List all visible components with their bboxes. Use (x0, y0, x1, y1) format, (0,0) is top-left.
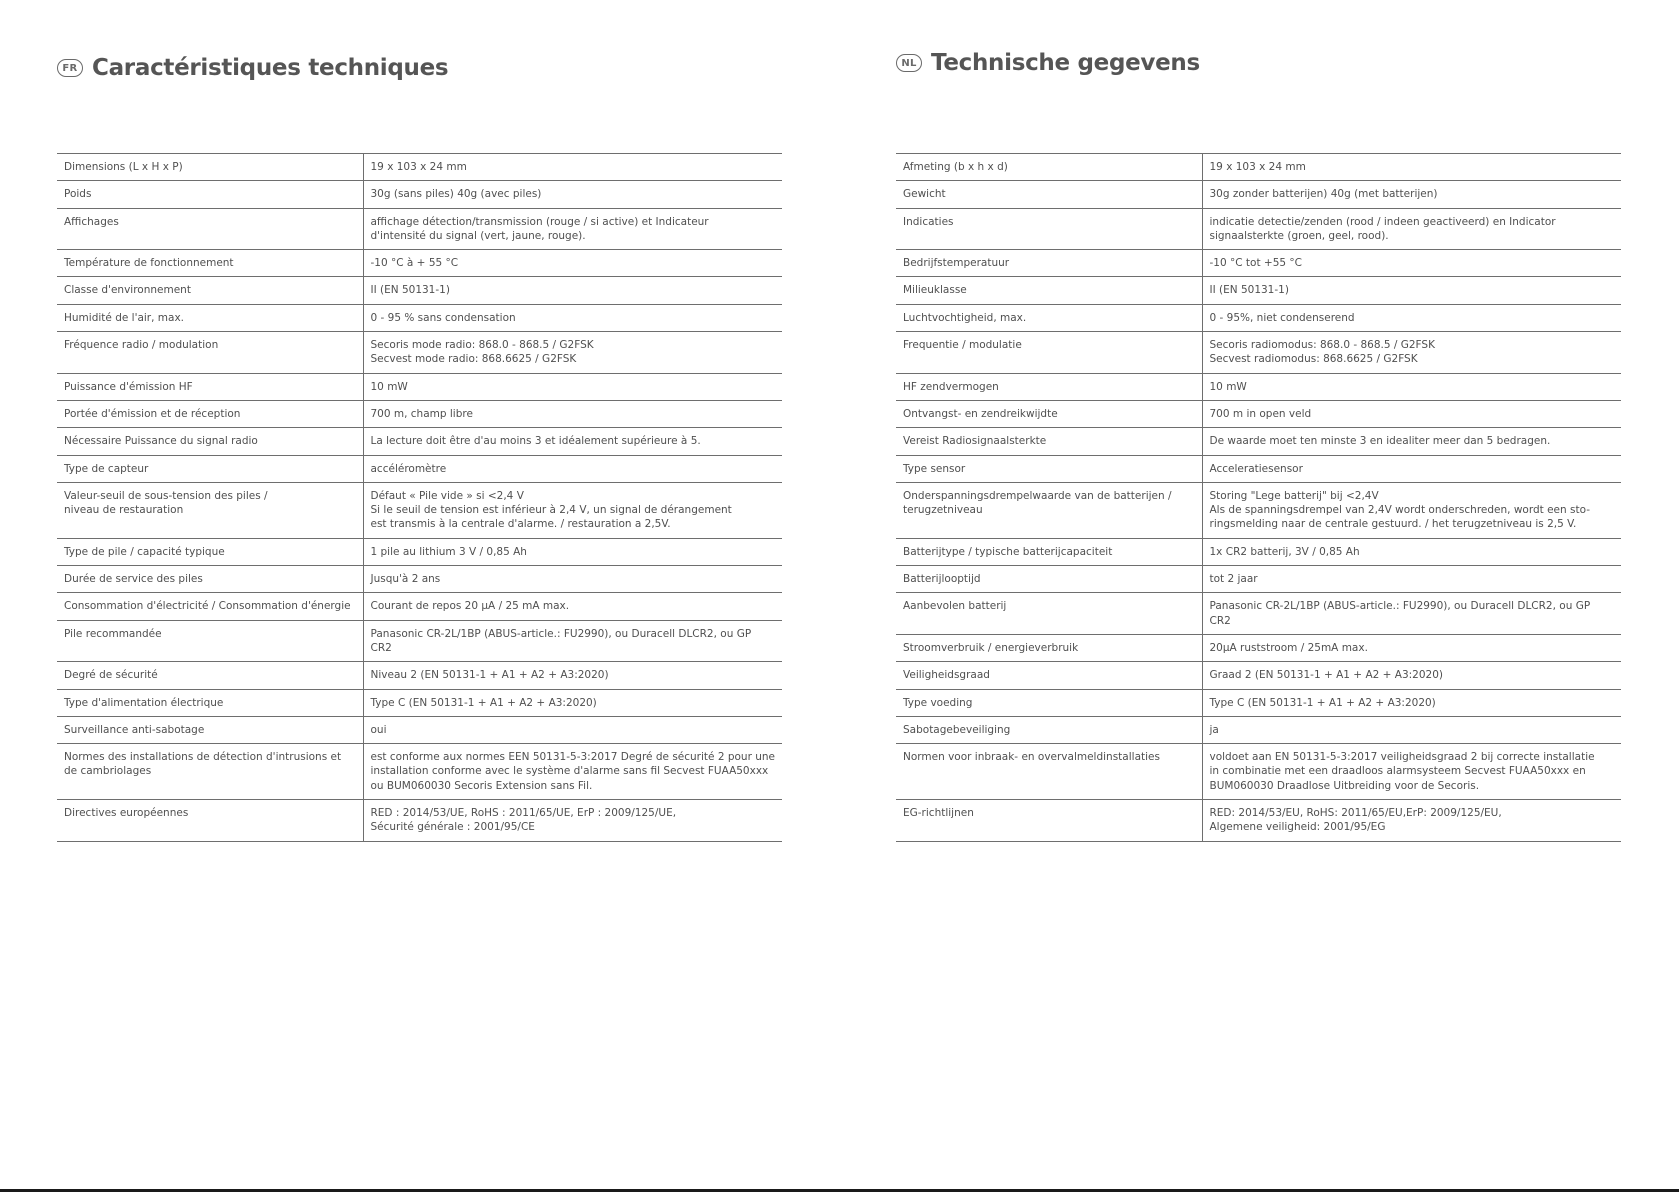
table-row (57, 181, 782, 208)
spec-label: Nécessaire Puissance du signal radio (57, 428, 363, 455)
spec-label: HF zendvermogen (896, 373, 1202, 400)
spec-label: Pile recommandée (57, 620, 363, 662)
table-row (57, 482, 782, 538)
table-row (896, 208, 1621, 250)
spec-label: Gewicht (896, 181, 1202, 208)
spec-label: Batterijlooptijd (896, 566, 1202, 593)
spec-label: Température de fonctionnement (57, 250, 363, 277)
spec-value: indicatie detectie/zenden (rood / indeen geactiveerd) en Indicator signaalsterkte (groen, geel, rood). (1209, 215, 1556, 242)
spec-value: affichage détection/transmission (rouge / si active) et Indicateur d'intensité du signal (vert, jaune, rouge). (370, 215, 709, 242)
spec-value: 30g zonder batterijen) 40g (met batterijen) (1209, 188, 1438, 201)
table-row (896, 428, 1621, 455)
spec-label: Durée de service des piles (57, 566, 363, 593)
spec-value: tot 2 jaar (1209, 573, 1258, 586)
spec-label: Puissance d'émission HF (57, 373, 363, 400)
spec-label: Poids (57, 181, 363, 208)
table-row (57, 620, 782, 662)
spec-value: La lecture doit être d'au moins 3 et idéalement supérieure à 5. (370, 435, 701, 448)
spec-value: 1x CR2 batterij, 3V / 0,85 Ah (1209, 545, 1360, 558)
table-row (896, 250, 1621, 277)
table-row (896, 332, 1621, 374)
table-row (896, 593, 1621, 635)
spec-value: 700 m in open veld (1209, 407, 1312, 420)
spec-label: Aanbevolen batterij (896, 593, 1202, 635)
table-row (57, 208, 782, 250)
table-row (896, 277, 1621, 304)
spec-label: Ontvangst- en zendreikwijdte (896, 400, 1202, 427)
table-row (896, 455, 1621, 482)
spec-value: -10 °C à + 55 °C (370, 257, 459, 270)
spec-label: Type de pile / capacité typique (57, 538, 363, 565)
spec-label: Fréquence radio / modulation (57, 332, 363, 374)
language-badge-fr: FR (57, 59, 83, 77)
spec-value: De waarde moet ten minste 3 en idealiter meer dan 5 bedragen. (1209, 435, 1551, 448)
spec-value: Secoris mode radio: 868.0 - 868.5 / G2FSK Secvest mode radio: 868.6625 / G2FSK (370, 339, 594, 366)
spec-label: Portée d'émission et de réception (57, 400, 363, 427)
spec-label: Classe d'environnement (57, 277, 363, 304)
spec-value: Storing "Lege batterij" bij <2,4V Als de spanningsdrempel van 2,4V wordt onderschreden, wordt een sto- ringsmelding naar de centrale gestuurd. / het terugzetniveau is 2,5 V. (1209, 489, 1590, 531)
table-row (896, 482, 1621, 538)
spec-label: Indicaties (896, 208, 1202, 250)
spec-label: Valeur-seuil de sous-tension des piles / niveau de restauration (57, 482, 363, 538)
spec-label: Degré de sécurité (57, 662, 363, 689)
spec-value: Jusqu'à 2 ans (370, 573, 441, 586)
table-row (57, 744, 782, 800)
spec-label: Type voeding (896, 689, 1202, 716)
table-row (57, 400, 782, 427)
table-row (57, 154, 782, 181)
spec-value: 1 pile au lithium 3 V / 0,85 Ah (370, 545, 527, 558)
spec-value: 20µA ruststroom / 25mA max. (1209, 641, 1368, 654)
section-heading-fr (57, 55, 448, 81)
spec-label: Sabotagebeveiliging (896, 716, 1202, 743)
spec-value: RED: 2014/53/EU, RoHS: 2011/65/EU,ErP: 2009/125/EU, Algemene veiligheid: 2001/95/EG (1209, 807, 1502, 834)
spec-label: Humidité de l'air, max. (57, 304, 363, 331)
spec-value: II (EN 50131-1) (1209, 284, 1289, 297)
spec-value: voldoet aan EN 50131-5-3:2017 veiligheidsgraad 2 bij correcte installatie in combinatie met een draadloos alarmsysteem Secvest FUAA50xxx en BUM060030 Draadlose Uitbreiding voor de Secoris. (1209, 751, 1595, 792)
spec-value: Graad 2 (EN 50131-1 + A1 + A2 + A3:2020) (1209, 669, 1444, 682)
spec-value: II (EN 50131-1) (370, 284, 450, 297)
table-row (896, 566, 1621, 593)
table-row (57, 662, 782, 689)
spec-value: 19 x 103 x 24 mm (370, 161, 467, 173)
table-row (57, 716, 782, 743)
table-row (896, 634, 1621, 661)
spec-label: EG-richtlijnen (896, 800, 1202, 842)
table-row (57, 250, 782, 277)
spec-label: Onderspanningsdrempelwaarde van de batterijen / terugzetniveau (896, 482, 1202, 538)
spec-value: Secoris radiomodus: 868.0 - 868.5 / G2FSK Secvest radiomodus: 868.6625 / G2FSK (1209, 339, 1435, 366)
table-row (896, 689, 1621, 716)
table-row (896, 373, 1621, 400)
spec-value: Type C (EN 50131-1 + A1 + A2 + A3:2020) (370, 696, 597, 709)
table-row (896, 538, 1621, 565)
section-title-nl: Technische gegevens (931, 50, 1200, 76)
table-row (896, 154, 1621, 181)
table-row (57, 566, 782, 593)
table-row (896, 181, 1621, 208)
spec-label: Frequentie / modulatie (896, 332, 1202, 374)
spec-label: Consommation d'électricité / Consommation d'énergie (57, 593, 363, 620)
section-title-fr: Caractéristiques techniques (92, 55, 449, 81)
table-row (57, 428, 782, 455)
spec-label: Afmeting (b x h x d) (896, 154, 1202, 181)
spec-value: 10 mW (370, 380, 408, 393)
spec-value: Panasonic CR-2L/1BP (ABUS-article.: FU2990), ou Duracell DLCR2, ou GP CR2 (1209, 600, 1591, 627)
spec-value: 19 x 103 x 24 mm (1209, 161, 1306, 173)
section-heading-nl (896, 50, 1200, 76)
spec-value: Panasonic CR-2L/1BP (ABUS-article.: FU2990), ou Duracell DLCR2, ou GP CR2 (370, 627, 752, 654)
spec-label: Type sensor (896, 455, 1202, 482)
spec-value: 0 - 95 % sans condensation (370, 311, 516, 324)
spec-label: Type d'alimentation électrique (57, 689, 363, 716)
language-badge-nl: NL (896, 54, 922, 72)
spec-value: Courant de repos 20 µA / 25 mA max. (370, 600, 570, 613)
spec-label: Veiligheidsgraad (896, 662, 1202, 689)
table-row (896, 800, 1621, 842)
spec-value: est conforme aux normes EEN 50131-5-3:2017 Degré de sécurité 2 pour une installation conforme avec le système d'alarme sans fil Secvest FUAA50xxx ou BUM060030 Secoris Extension sans Fil. (370, 751, 776, 792)
table-row (57, 304, 782, 331)
spec-value: RED : 2014/53/UE, RoHS : 2011/65/UE, ErP : 2009/125/UE, Sécurité générale : 2001/95/CE (370, 807, 677, 834)
table-row (57, 332, 782, 374)
table-row (57, 455, 782, 482)
spec-value: 700 m, champ libre (370, 407, 473, 420)
spec-value: accéléromètre (370, 462, 447, 475)
spec-label: Directives européennes (57, 800, 363, 842)
table-row (57, 373, 782, 400)
spec-label: Milieuklasse (896, 277, 1202, 304)
table-row (57, 593, 782, 620)
spec-label: Affichages (57, 208, 363, 250)
spec-value: ja (1209, 723, 1219, 736)
table-row (57, 277, 782, 304)
spec-value: oui (370, 723, 387, 736)
table-row (57, 689, 782, 716)
table-row (896, 662, 1621, 689)
spec-value: 30g (sans piles) 40g (avec piles) (370, 188, 542, 201)
table-row (896, 304, 1621, 331)
table-row (57, 538, 782, 565)
table-row (896, 716, 1621, 743)
spec-label: Normen voor inbraak- en overvalmeldinstallaties (896, 744, 1202, 800)
spec-label: Normes des installations de détection d'intrusions et de cambriolages (57, 744, 363, 800)
spec-table-fr (57, 153, 782, 842)
spec-label: Batterijtype / typische batterijcapaciteit (896, 538, 1202, 565)
spec-value: Acceleratiesensor (1209, 462, 1303, 475)
spec-label: Luchtvochtigheid, max. (896, 304, 1202, 331)
spec-table-nl (896, 153, 1621, 842)
spec-label: Dimensions (L x H x P) (57, 154, 363, 181)
spec-value: Niveau 2 (EN 50131-1 + A1 + A2 + A3:2020) (370, 669, 609, 682)
spec-label: Surveillance anti-sabotage (57, 716, 363, 743)
spec-label: Type de capteur (57, 455, 363, 482)
spec-value: Type C (EN 50131-1 + A1 + A2 + A3:2020) (1209, 696, 1436, 709)
table-row (896, 744, 1621, 800)
spec-value: 0 - 95%, niet condenserend (1209, 311, 1355, 324)
spec-value: Défaut « Pile vide » si <2,4 V Si le seuil de tension est inférieur à 2,4 V, un signal de dérangement est transmis à la centrale d'alarme. / restauration a 2,5V. (370, 489, 732, 531)
spec-label: Vereist Radiosignaalsterkte (896, 428, 1202, 455)
spec-value: -10 °C tot +55 °C (1209, 257, 1302, 270)
spec-value: 10 mW (1209, 380, 1247, 393)
table-row (57, 800, 782, 842)
spec-label: Stroomverbruik / energieverbruik (896, 634, 1202, 661)
spec-label: Bedrijfstemperatuur (896, 250, 1202, 277)
table-row (896, 400, 1621, 427)
